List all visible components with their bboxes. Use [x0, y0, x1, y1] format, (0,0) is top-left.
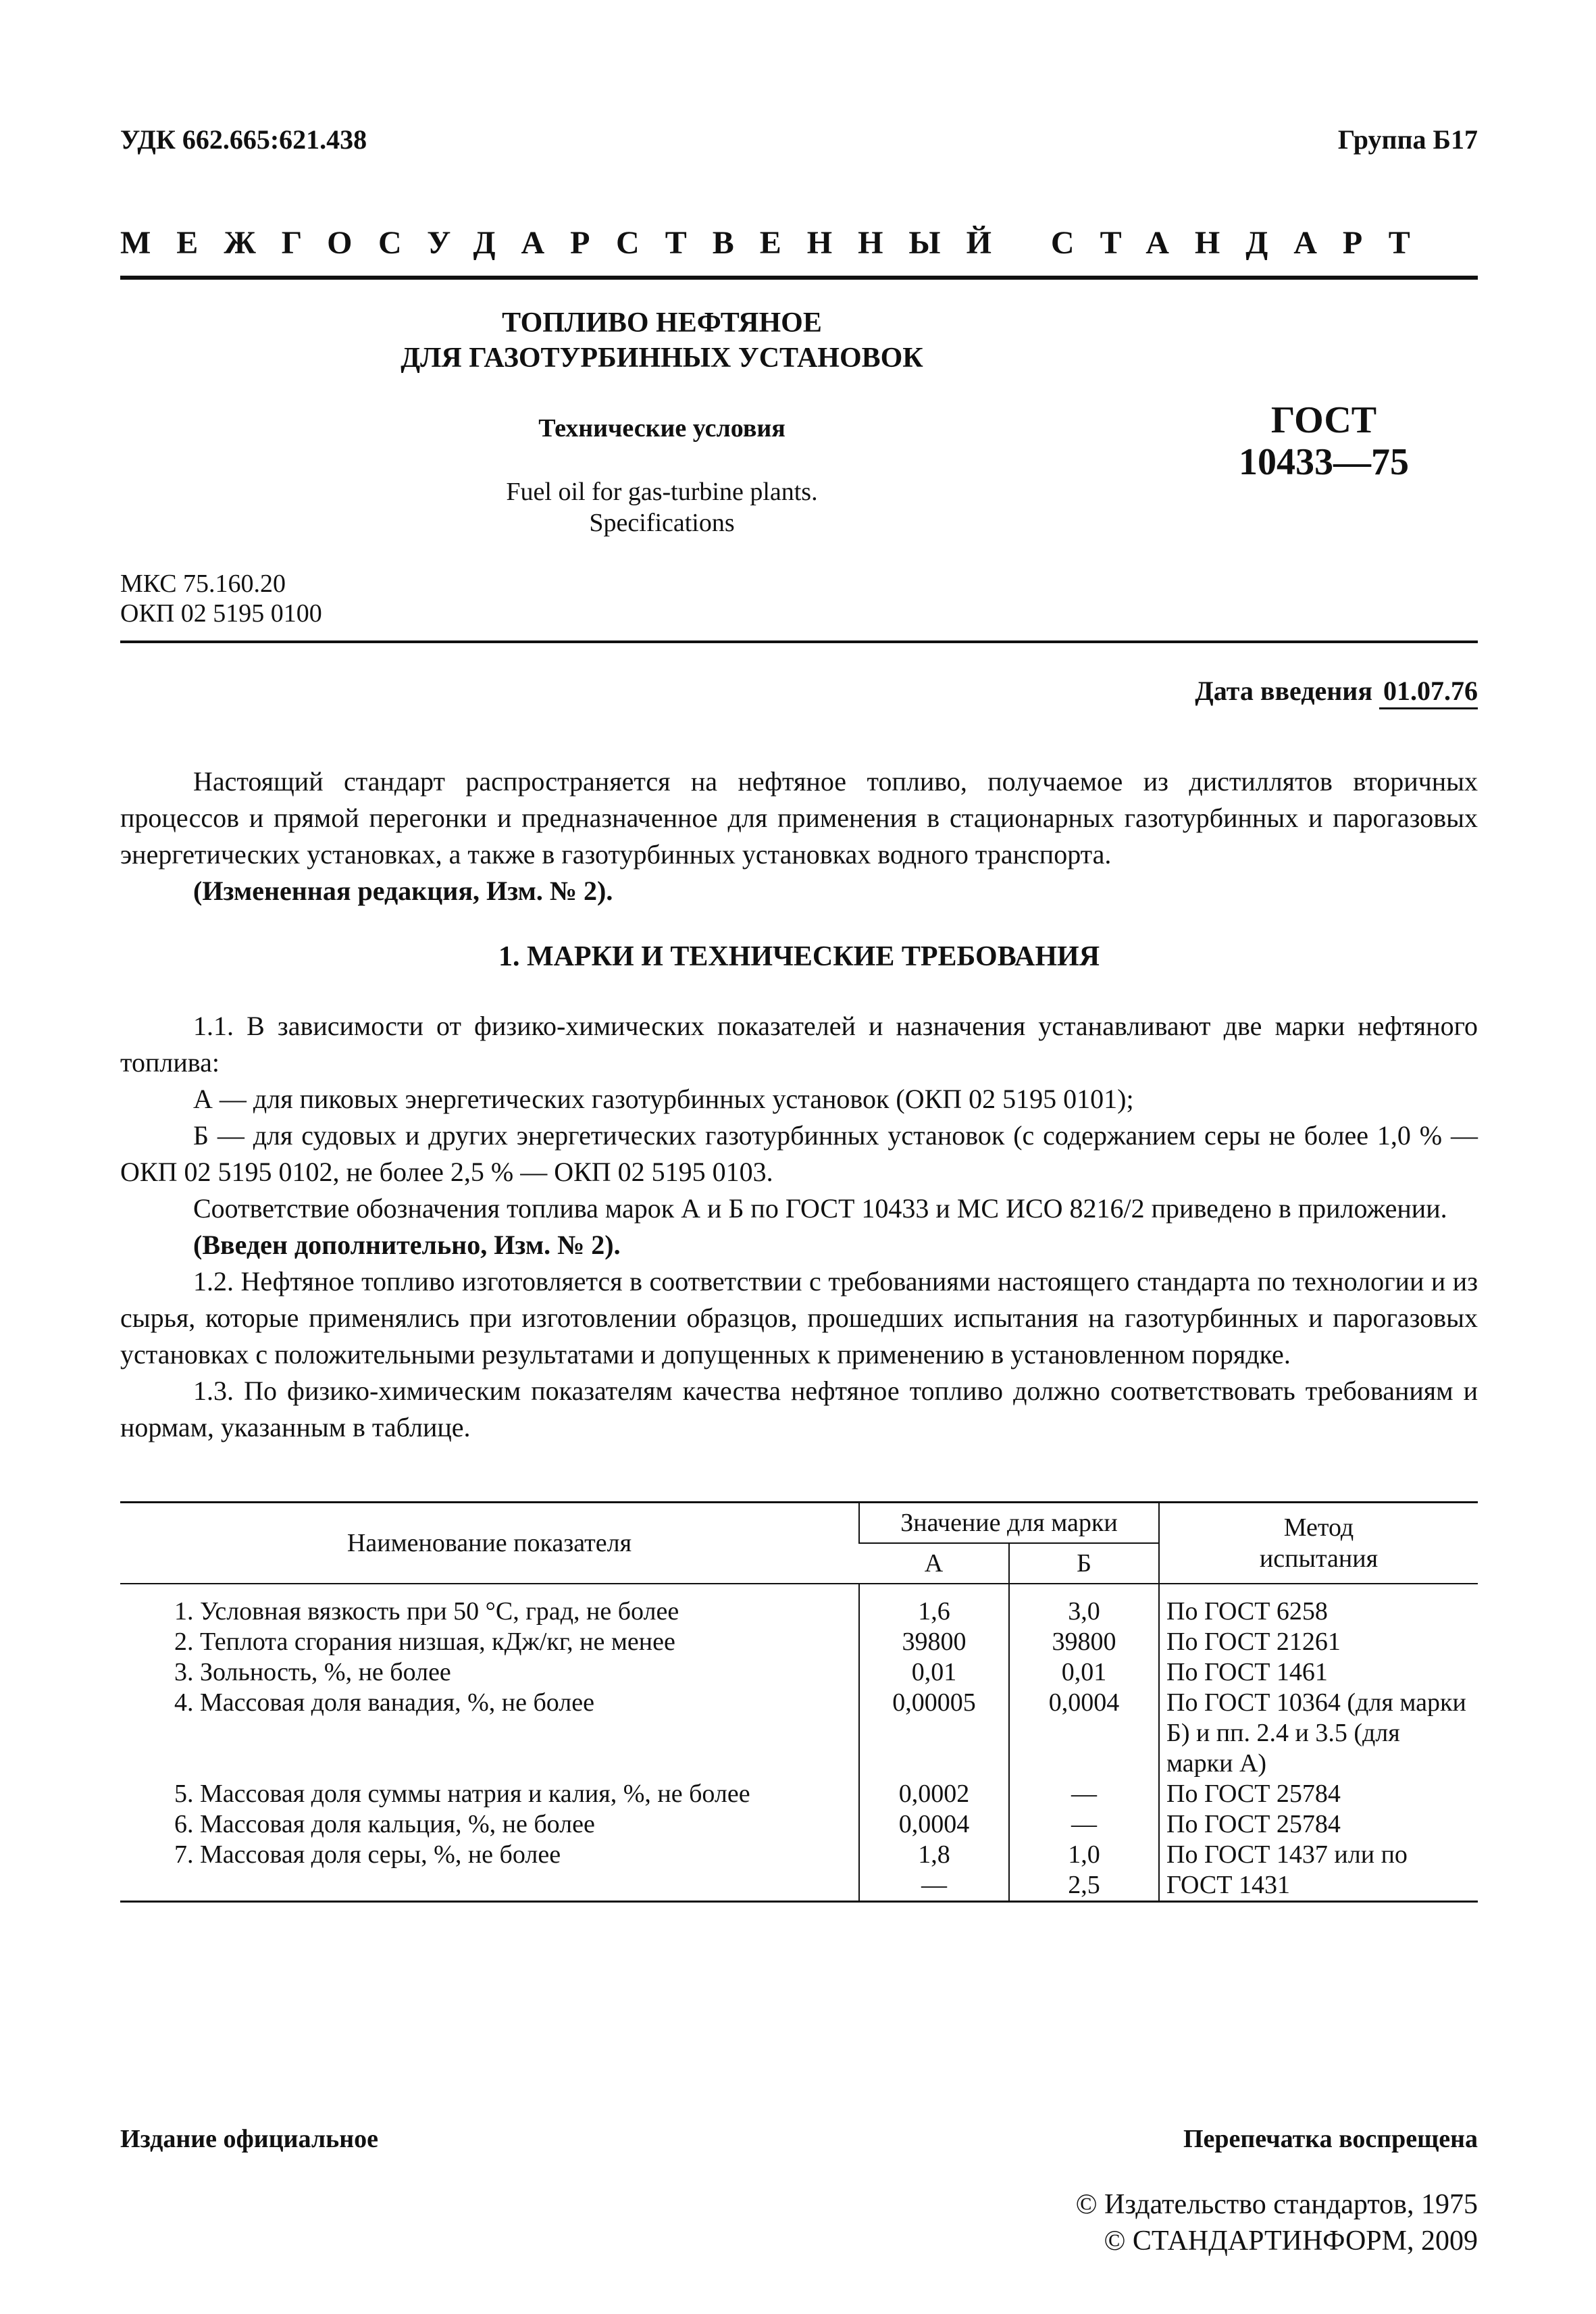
col-header-method-line2: испытания — [1259, 1544, 1379, 1573]
row-name: 5. Массовая доля суммы натрия и калия, %, не более — [174, 1780, 750, 1808]
row-method: По ГОСТ 10364 (для марки Б) и пп. 2.4 и 3.5 (для марки А) — [1159, 1688, 1478, 1779]
table-row — [120, 1657, 1478, 1688]
row-name: 4. Массовая доля ванадия, %, не более — [174, 1688, 594, 1717]
banner-rule — [120, 276, 1478, 280]
table-row — [120, 1779, 1478, 1809]
col-header-name: Наименование показателя — [120, 1503, 859, 1584]
row-method: По ГОСТ 25784 — [1159, 1809, 1478, 1840]
intro-paragraph: Настоящий стандарт распространяется на нефтяное топливо, получаемое из дистиллятов вторичных процессов и прямой перегонки и предназначенное для применения в стационарных газотурбинных и парогазовых энергетических установках, а также в газотурбинных установках водного транспорта. — [120, 766, 1478, 870]
official-edition: Издание официальное — [120, 2125, 379, 2153]
gost-number: 10433—75 — [1239, 441, 1409, 483]
row-value-a: — — [859, 1870, 1009, 1902]
row-value-a: 0,0002 — [859, 1779, 1009, 1809]
row-value-b: 0,0004 — [1009, 1688, 1159, 1779]
row-method: По ГОСТ 1461 — [1159, 1657, 1478, 1688]
gost-label: ГОСТ — [1270, 399, 1377, 441]
row-value-a: 1,8 — [859, 1840, 1009, 1870]
clause-1-1-grade-b: Б — для судовых и других энергетических газотурбинных установок (с содержанием серы не более 1,0 % — ОКП 02 5195 0102, не более 2,5 % — ОКП 02 5195 0103. — [120, 1120, 1478, 1187]
row-method: По ГОСТ 1437 или по — [1159, 1840, 1478, 1870]
table-row — [120, 1688, 1478, 1779]
row-value-b: — — [1009, 1809, 1159, 1840]
row-name: 2. Теплота сгорания низшая, кДж/кг, не менее — [174, 1628, 675, 1656]
row-name: 7. Массовая доля серы, %, не более — [174, 1840, 561, 1869]
standard-banner: МЕЖГОСУДАРСТВЕННЫЙ СТАНДАРТ — [120, 225, 1436, 261]
row-value-a: 0,0004 — [859, 1809, 1009, 1840]
row-value-b: 2,5 — [1009, 1870, 1159, 1902]
mks-code: МКС 75.160.20 — [120, 570, 286, 598]
clause-1-3: 1.3. По физико-химическим показателям качества нефтяное топливо должно соответствовать требованиям и нормам, указанным в таблице. — [120, 1376, 1478, 1442]
row-method: По ГОСТ 6258 — [1159, 1584, 1478, 1627]
english-title-line1: Fuel oil for gas-turbine plants. — [506, 478, 818, 506]
row-value-a: 0,01 — [859, 1657, 1009, 1688]
intro-date — [1013, 673, 1478, 709]
row-value-b: 39800 — [1009, 1627, 1159, 1657]
intro-amendment: (Измененная редакция, Изм. № 2). — [193, 876, 613, 906]
row-value-a: 39800 — [859, 1627, 1009, 1657]
doc-title-line2: ДЛЯ ГАЗОТУРБИННЫХ УСТАНОВОК — [401, 343, 923, 374]
reprint-notice: Перепечатка воспрещена — [1183, 2125, 1478, 2153]
intro-date-value: 01.07.76 — [1379, 676, 1478, 709]
doc-subtitle: Технические условия — [538, 414, 786, 443]
row-value-b: 1,0 — [1009, 1840, 1159, 1870]
row-name — [120, 1870, 859, 1902]
col-header-method — [1159, 1503, 1478, 1584]
table-row — [120, 1809, 1478, 1840]
title-rule — [120, 640, 1478, 643]
clause-1-1-amendment: (Введен дополнительно, Изм. № 2). — [193, 1230, 621, 1260]
row-value-b: — — [1009, 1779, 1159, 1809]
doc-title-line1: ТОПЛИВО НЕФТЯНОЕ — [502, 307, 822, 338]
col-header-value: Значение для марки — [859, 1503, 1159, 1544]
row-name: 3. Зольность, %, не более — [174, 1658, 451, 1686]
table-row — [120, 1870, 1478, 1902]
okp-code: ОКП 02 5195 0100 — [120, 599, 322, 628]
col-header-method-line1: Метод — [1283, 1513, 1354, 1542]
row-value-b: 3,0 — [1009, 1584, 1159, 1627]
row-value-b: 0,01 — [1009, 1657, 1159, 1688]
row-method: ГОСТ 1431 — [1159, 1870, 1478, 1902]
intro-date-label: Дата введения — [1195, 676, 1372, 706]
col-header-grade-b: Б — [1009, 1543, 1159, 1584]
clause-1-1-grade-a: А — для пиковых энергетических газотурбинных установок (ОКП 02 5195 0101); — [193, 1084, 1134, 1114]
row-name: 1. Условная вязкость при 50 °С, град, не более — [174, 1597, 679, 1626]
section-heading: 1. МАРКИ И ТЕХНИЧЕСКИЕ ТРЕБОВАНИЯ — [498, 941, 1100, 972]
table-row — [120, 1584, 1478, 1627]
clause-1-2: 1.2. Нефтяное топливо изготовляется в соответствии с требованиями настоящего стандарта по технологии и из сырья, которые применялись при изготовлении образцов, прошедших испытания на газотурбинных и парогазовых установках с положительными результатами и допущенных к применению в установленном порядке. — [120, 1266, 1478, 1369]
table-row — [120, 1840, 1478, 1870]
col-header-grade-a: А — [859, 1543, 1009, 1584]
udk-code: УДК 662.665:621.438 — [120, 124, 367, 155]
requirements-table — [120, 1501, 1478, 1903]
english-title-line2: Specifications — [589, 509, 735, 537]
clause-1-1: 1.1. В зависимости от физико-химических показателей и назначения устанавливают две марки нефтяного топлива: — [120, 1011, 1478, 1078]
row-name: 6. Массовая доля кальция, %, не более — [174, 1810, 595, 1838]
row-value-a: 1,6 — [859, 1584, 1009, 1627]
row-value-a: 0,00005 — [859, 1688, 1009, 1779]
copyright-2009: © СТАНДАРТИНФОРМ, 2009 — [1104, 2225, 1478, 2257]
clause-1-1-correspondence: Соответствие обозначения топлива марок А и Б по ГОСТ 10433 и МС ИСО 8216/2 приведено в приложении. — [193, 1193, 1447, 1224]
row-method: По ГОСТ 21261 — [1159, 1627, 1478, 1657]
copyright-1975: © Издательство стандартов, 1975 — [1075, 2189, 1478, 2220]
section1-body — [120, 1008, 1478, 1446]
intro-section — [120, 763, 1478, 909]
group-code: Группа Б17 — [1337, 124, 1478, 155]
table-row — [120, 1627, 1478, 1657]
row-method: По ГОСТ 25784 — [1159, 1779, 1478, 1809]
